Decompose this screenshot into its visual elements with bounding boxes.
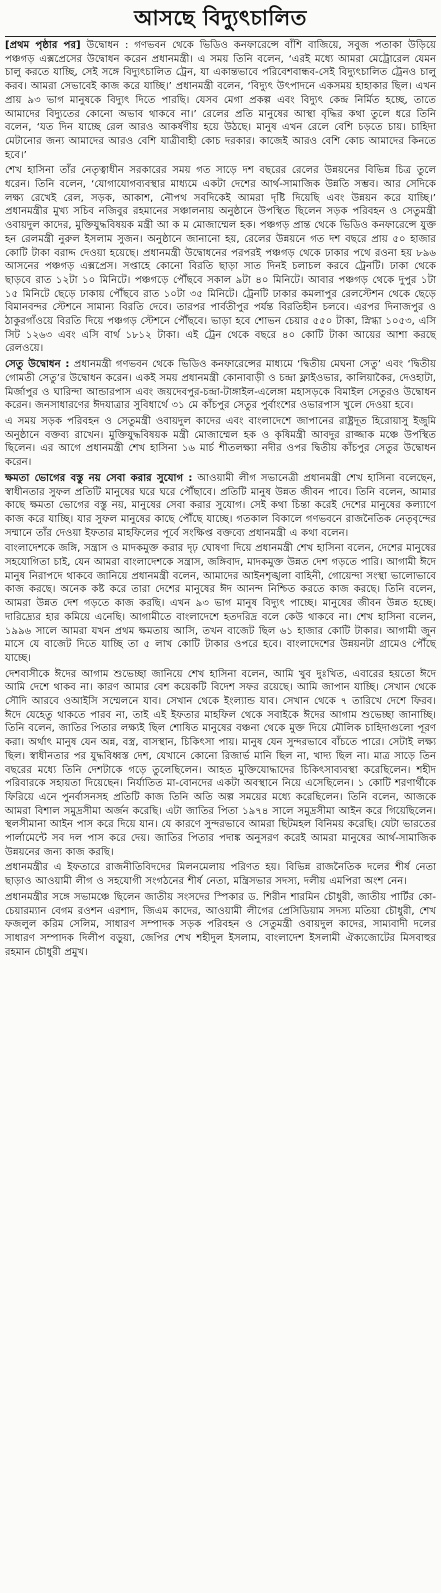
paragraph-text: প্রধানমন্ত্রীর এ ইফতারে রাজনীতিবিদদের মিলনমেলায় পরিণত হয়। বিভিন্ন রাজনৈতিক দলের শীর্ষ নেতা ছাড়াও আওয়ামী লীগ ও সহযোগী সংগঠনের শীর্ষ নেতা, মন্ত্রিসভার সদস্য, দলীয় এমপিরা অংশ নেন। [5,862,436,888]
headline: আসছে বিদ্যুৎচালিত [134,5,307,30]
headline-divider [5,36,436,37]
paragraph-1 [5,39,436,162]
paragraph-text: প্রধানমন্ত্রী গণভবন থেকে ভিডিও কনফারেন্সের মাধ্যমে ‘দ্বিতীয় মেঘনা সেতু’ এবং ‘দ্বিতীয় গোমতী সেতু’র উদ্বোধন করেন। একই সময় প্রধানমন্ত্রী কোনাবাড়ী ও চন্দ্রা ফ্লাইওভার, কালিয়াকৈর, দেওহাটা, মির্জাপুর ও ঘারিন্দা আন্ডারপাস এবং জয়দেবপুর-চন্দ্রা-টাঙ্গাইল-এলেঙ্গা মহাসড়কে বিমাইল সেতুরও উদ্বোধন করেন। জনসাধারণের ঈদযাত্রার সুবিধার্থে ৩১ মে কাঁচপুর সেতুর পুর্বাংশের ওভারপাস খুলে দেওয়া হবে। [5,359,436,412]
paragraph-text: এ সময় সড়ক পরিবহন ও সেতুমন্ত্রী ওবায়দুল কাদের এবং বাংলাদেশে জাপানের রাষ্ট্রদূত হিরোয়াসু ইজুমি অনুষ্ঠানে বক্তব্য রাখেন। মুক্তিযুদ্ধবিষয়ক মন্ত্রী মোজাম্মেল হক ও কৃষিমন্ত্রী আবদুর রাজ্জাক মঞ্চে উপস্থিত ছিলেন। এর আগে প্রধানমন্ত্রী শেখ হাসিনা ১৬ মার্চ শীতলক্ষ্যা নদীর ওপর দ্বিতীয় কাঁচপুর সেতুর উদ্বোধন করেন। [5,415,436,469]
paragraph-3 [5,358,436,413]
paragraph-2 [5,164,436,356]
paragraph-6 [5,542,436,665]
paragraph-text: বাংলাদেশকে জঙ্গি, সন্ত্রাস ও মাদকমুক্ত করার দৃঢ় ঘোষণা দিয়ে প্রধানমন্ত্রী শেখ হাসিনা বলেন, দেশের মানুষের সহযোগিতা চাই, যেন আমরা বাংলাদেশকে সন্ত্রাস, জঙ্গিবাদ, মাদকমুক্ত উন্নত দেশ গড়তে পারি। আগামী ঈদে মানুষ নিরাপদে থাকবে জানিয়ে প্রধানমন্ত্রী বলেন, আমাদের আইনশৃঙ্খলা বাহিনী, গোয়েন্দা সংস্থা ভালোভাবে কাজ করছে। অনেক কষ্ট করে তারা দেশের মানুষের ঈদ আনন্দ নিশ্চিত করতে কাজ করছে। তিনি বলেন, আমরা উন্নত দেশ গড়তে কাজ করছি। এখন ৯৩ ভাগ মানুষ বিদ্যুৎ পাচ্ছে। মানুষের জীবন উন্নত হচ্ছে। দারিদ্র্যের হার কমিয়ে এনেছি। আগামীতে বাংলাদেশে হতদরিদ্র বলে কেউ থাকবে না। শেখ হাসিনা বলেন, ১৯৯৬ সালে আমরা যখন প্রথম ক্ষমতায় আসি, তখন বাজেট ছিল ৬১ হাজার কোটি টাকার। আগামী জুন মাসে যে বাজেট দিতে যাচ্ছি তা ৫ লাখ কোটি টাকার ওপরে হবে। বাংলাদেশের উন্নয়নটা গ্রামেও পৌঁছে যাচ্ছে। [5,543,436,664]
paragraph-lead: ক্ষমতা ভোগের বস্তু নয় সেবা করার সুযোগ : [5,472,193,484]
paragraph-lead: সেতু উদ্বোধন : [5,359,70,371]
paragraph-text: দেশবাসীকে ঈদের আগাম শুভেচ্ছা জানিয়ে শেখ হাসিনা বলেন, আমি খুব দুঃখিত, এবারের হয়তো ঈদে আমি দেশে থাকব না। কারণ আমার বেশ কয়েকটি বিদেশ সফর রয়েছে। আমি জাপান যাচ্ছি। সেখান থেকে সৌদি আরবে ওআইসি সম্মেলনে যাব। সেখান থেকে ইংল্যান্ড যাব। সেখান থেকে ৭ তারিখে দেশে ফিরব। ঈদে যেহেতু থাকতে পারব না, তাই এই ইফতার মাহফিল থেকে সবাইকে ঈদের আগাম শুভেচ্ছা জানাচ্ছি। তিনি বলেন, জাতির পিতার লক্ষ্যই ছিল শোষিত মানুষের বঞ্চনা থেকে মুক্ত দিয়ে মৌলিক চাহিদাগুলো পূরণ করা। অর্থাৎ মানুষ যেন অন্ন, বস্ত্র, বাসস্থান, চিকিৎসা পায়। মানুষ যেন সুন্দরভাবে বাঁচতে পারে। সেটাই লক্ষ্য ছিল। স্বাধীনতার পর যুদ্ধবিধ্বস্ত দেশ, যেখানে কোনো রিজার্ভ মানি ছিল না, খাদ্য ছিল না। মাত্র সাড়ে তিন বছরের মধ্যে তিনি দেশটাকে গড়ে তুলেছিলেন। আহত মুক্তিযোদ্ধাদের চিকিৎসাব্যবস্থা করেছিলেন। শহীদ পরিবারকে সহায়তা দিয়েছেন। নির্যাতিত মা-বোনদের একটা অবস্থানে নিয়ে এসেছিলেন। ১ কোটি শরণার্থীকে ফিরিয়ে এনে পুনর্বাসনসহ প্রতিটি কাজ তিনি অতি অল্প সময়ের মধ্যে করেছিলেন। তিনি বলেন, আজকে আমরা বিশাল সমুদ্রসীমা অর্জন করেছি। এটা জাতির পিতা ১৯৭৪ সালে সমুদ্রসীমা আইন করে গিয়েছিলেন। স্থলসীমানা আইন পাস করে দিয়ে যান। যে কারণে সুন্দরভাবে আমরা ছিটমহল বিনিময় করেছি। যেটা ভারতের পার্লামেন্টে সব দল পাস করে দেয়। জাতির পিতার পদাঙ্ক অনুসরণ করেই আমরা মানুষের আর্থ-সামাজিক উন্নয়নের জন্য কাজ করছি। [5,668,436,858]
paragraph-9 [5,891,436,960]
paragraph-text: শেখ হাসিনা তাঁর নেতৃত্বাধীন সরকারের সময় গত সাড়ে দশ বছরের রেলের উন্নয়নের বিভিন্ন চিত্র তুলে ধরেন। তিনি বলেন, ‘যোগাযোগব্যবস্থার মাধ্যমে একটা দেশের আর্থ-সামাজিক উন্নতি সম্ভব। আর সেদিকে লক্ষ্য রেখেই রেল, সড়ক, আকাশ, নৌপথ সবদিকেই আমরা দৃষ্টি দিয়েছি এবং উন্নয়ন করে যাচ্ছি।’ প্রধানমন্ত্রীর মুখ্য সচিব নজিবুর রহমানের সঞ্চালনায় অনুষ্ঠানে উপস্থিত ছিলেন সড়ক পরিবহন ও সেতুমন্ত্রী ওবায়দুল কাদের, মুক্তিযুদ্ধবিষয়ক মন্ত্রী আ ক ম মোজাম্মেল হক। পঞ্চগড় প্রান্ত থেকে ভিডিও কনফারেন্সে যুক্ত হন রেলমন্ত্রী নুরুল ইসলাম সুজন। অনুষ্ঠানে জানানো হয়, রেলের উন্নয়নে গত দশ বছরে প্রায় ৫০ হাজার কোটি টাকা বরাদ্দ দেওয়া হয়েছে। প্রধানমন্ত্রী উদ্বোধনের পরপরই পঞ্চগড় থেকে ঢাকার পথে রওনা হয় ৮৯৬ আসনের পঞ্চগড় এক্সপ্রেস। সপ্তাহে কোনো বিরতি ছাড়া সাত দিনই চলাচল করবে ট্রেনটি। ঢাকা থেকে ছাড়বে রাত ১২টা ১০ মিনিটে। পঞ্চগড়ে পৌঁছবে সকাল ৯টা ৪০ মিনিটে। আবার পঞ্চগড় থেকে দুপুর ১টা ১৫ মিনিটে ছেড়ে ঢাকায় পৌঁছবে রাত ১০টা ৩৫ মিনিটে। ট্রেনটি ঢাকার কমলাপুর রেলস্টেশন থেকে ছেড়ে বিমানবন্দর স্টেশনে সামান্য বিরতি দেবে। তারপর পার্বতীপুর পর্যন্ত বিরতিহীন চলবে। এরপর দিনাজপুর ও ঠাকুরগাঁওয়ে বিরতি দিয়ে পঞ্চগড় স্টেশনে পৌঁছবে। ভাড়া হবে শোভন চেয়ার ৫৫০ টাকা, স্নিগ্ধা ১০৫৩, এসি সিট ১২৬৩ এবং এসি বার্থ ১৮১২ টাকা। এই ট্রেন থেকে বছরে ৪০ কোটি টাকা আয়ের আশা করছে রেলওয়ে। [5,165,436,355]
paragraph-text: আওয়ামী লীগ সভানেত্রী প্রধানমন্ত্রী শেখ হাসিনা বলেছেন, স্বাধীনতার সুফল প্রতিটি মানুষের ঘরে ঘরে পৌঁছাবে। প্রতিটি মানুষ উন্নত জীবন পাবে। তিনি বলেন, আমার কাছে ক্ষমতা ভোগের বস্তু নয়, মানুষের সেবা করার সুযোগ। সেই কথা চিন্তা করেই দেশের মানুষের কল্যাণে কাজ করে যাচ্ছি। যার সুফল মানুষের কাছে পৌঁছে যাচ্ছে। গতকাল বিকালে গণভবনে রাজনৈতিক নেতৃবৃন্দের সম্মানে তাঁর দেওয়া ইফতার মাহফিলের পূর্বে সংক্ষিপ্ত বক্তব্যে প্রধানমন্ত্রী এ কথা বলেন। [5,472,436,539]
paragraph-4 [5,415,436,470]
paragraph-8 [5,861,436,888]
paragraph-text: উদ্বোধন : গণভবন থেকে ভিডিও কনফারেন্সে বাঁশি বাজিয়ে, সবুজ পতাকা উড়িয়ে পঞ্চগড় এক্সপ্রেসের উদ্বোধন করেন প্রধানমন্ত্রী। এ সময় তিনি বলেন, ‘এরই মধ্যে আমরা মেট্রোরেল যেমন চালু করতে যাচ্ছি, সেই সঙ্গে বিদ্যুৎচালিত ট্রেন, যা একান্তভাবে পরিবেশবান্ধব-সেই বিদ্যুৎচালিত ট্রেনও চালু করব। আমরা সেভাবেই কাজ করে যাচ্ছি।’ প্রধানমন্ত্রী বলেন, ‘বিদ্যুৎ উৎপাদনে একসময় হাহাকার ছিল। এখন প্রায় ৯৩ ভাগ মানুষকে বিদ্যুৎ দিতে পারছি। যেসব মেগা প্রকল্প এবং বিদ্যুৎ কেন্দ্র নির্মিত হচ্ছে, তাতে আমাদের বিদ্যুতের কোনো অভাব থাকবে না।’ রেলের প্রতি মানুষের আস্থা বৃদ্ধির কথা তুলে ধরে তিনি বলেন, ‘যত দিন যাচ্ছে রেল আরও আকর্ষণীয় হয়ে উঠছে। মানুষ এখন রেলে বেশি চড়তে চায়। চাহিদা মেটানোর জন্য আমাদের আরও বেশি যাত্রীবাহী কোচ দরকার। কাজেই আরও বেশি কোচ আমাদের কিনতে হবে।’ [5,40,436,161]
paragraph-lead: [প্রথম পৃষ্ঠার পর] [5,40,81,51]
paragraph-text: প্রধানমন্ত্রীর সঙ্গে সভামঞ্চে ছিলেন জাতীয় সংসদের স্পিকার ড. শিরীন শারমিন চৌধুরী, জাতীয় পার্টির কো-চেয়ারম্যান বেগম রওশন এরশাদ, জিএম কাদের, আওয়ামী লীগের প্রেসিডিয়াম সদস্য মতিয়া চৌধুরী, শেখ ফজলুল করিম সেলিম, সাধারণ সম্পাদক সড়ক পরিবহন ও সেতুমন্ত্রী ওবায়দুল কাদের, সাম্যবাদী দলের সাধারণ সম্পাদক দিলীপ বড়ুয়া, জেপির শেখ শহীদুল ইসলাম, বাংলাদেশ ইসলামী ঐক্যজোটের মিসবাহুর রহমান চৌধুরী প্রমুখ। [5,891,436,958]
paragraph-5 [5,472,436,541]
paragraph-7 [5,668,436,860]
